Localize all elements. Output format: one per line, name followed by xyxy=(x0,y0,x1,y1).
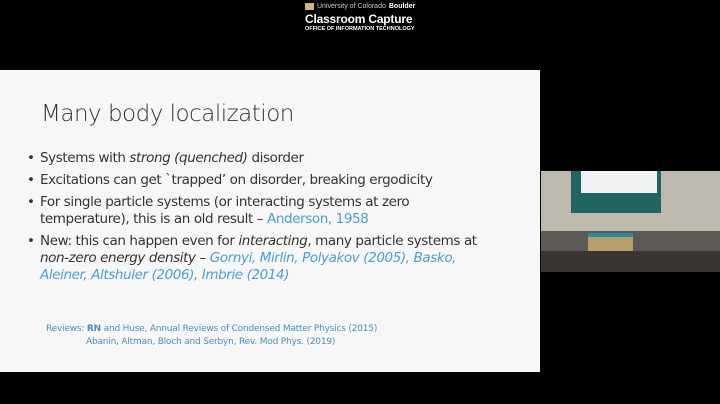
bullet-list xyxy=(27,150,497,289)
slide-title: Many body localization xyxy=(41,101,294,127)
text: disorder xyxy=(247,150,304,166)
reviews-line2: Abanin, Altman, Bloch and Serbyn, Rev. Mod Phys. (2019) xyxy=(86,337,336,347)
text: , many particle systems at xyxy=(307,233,477,249)
text: New: this can happen even for xyxy=(40,233,239,249)
camera-projector-screen xyxy=(581,171,657,193)
classroom-capture-header xyxy=(305,3,415,32)
reviews-note xyxy=(46,323,377,349)
classroom-camera-feed xyxy=(541,171,720,272)
lecture-slide xyxy=(0,70,540,372)
text: For single particle systems (or interacting systems at zero temperature), this is an old result – xyxy=(40,194,410,227)
text: – xyxy=(195,250,210,266)
bullet-item xyxy=(27,194,497,228)
university-campus: Boulder xyxy=(388,3,416,10)
reviews-line1: and Huse, Annual Reviews of Condensed Matter Physics (2015) xyxy=(100,324,378,334)
reviews-label: Reviews: xyxy=(46,324,87,334)
header-title: Classroom Capture xyxy=(305,12,413,26)
university-line xyxy=(305,3,415,10)
emphasis: strong (quenched) xyxy=(129,150,248,166)
header-subtitle: OFFICE OF INFORMATION TECHNOLOGY xyxy=(305,26,415,32)
emphasis: non-zero energy density xyxy=(40,250,196,266)
citation-link: Gornyi, Mirlin, Polyakov (2005), Basko, Aleiner, Altshuler (2006), Imbrie (2014) xyxy=(40,250,457,283)
text: Systems with xyxy=(40,150,130,166)
cu-logo-icon xyxy=(305,3,314,10)
university-name: University of Colorado xyxy=(317,3,386,10)
citation-link: Anderson, 1958 xyxy=(267,211,369,227)
bullet-item xyxy=(27,172,497,189)
text: Excitations can get `trapped’ on disorder, breaking ergodicity xyxy=(40,172,433,188)
bullet-item xyxy=(27,233,497,284)
camera-audience xyxy=(541,251,720,272)
emphasis: interacting xyxy=(238,233,308,249)
bullet-item xyxy=(27,150,497,167)
reviews-author: RN xyxy=(86,324,101,334)
